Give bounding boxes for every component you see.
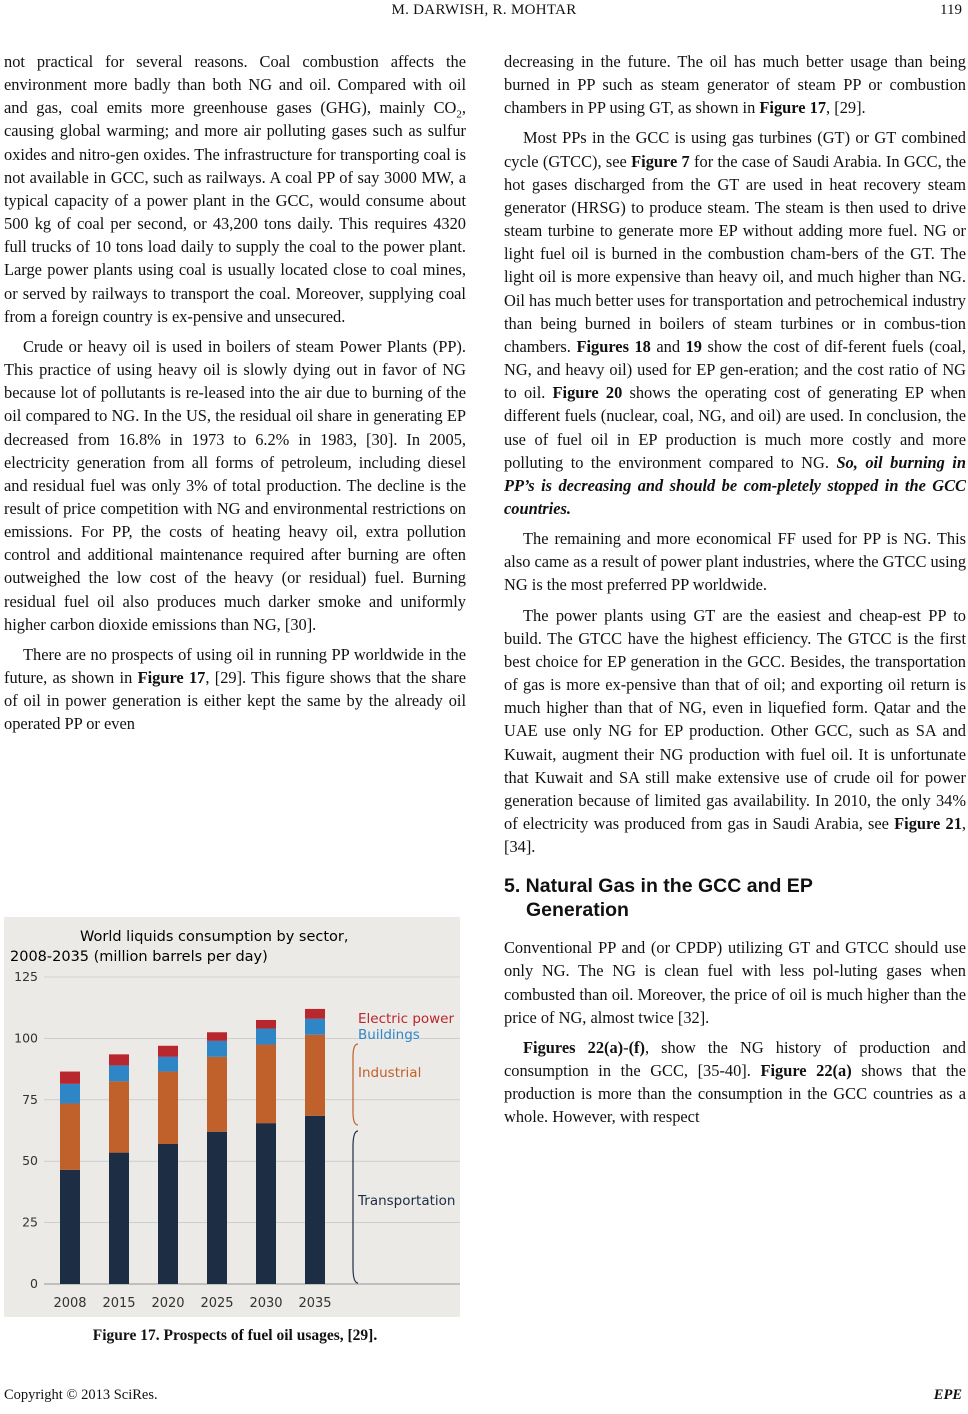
- right-column: [504, 50, 966, 1136]
- right-paragraph-5: Conventional PP and (or CPDP) utilizing GT and GTCC should use only NG. The NG is clean fuel with less pol-luting gases when combusted than oil. Moreover, the price of oil is much higher than the price of NG, almost twice [32].: [504, 938, 966, 1027]
- bar-segment-buildings: [109, 1065, 129, 1081]
- legend-label: Transportation: [358, 1193, 456, 1209]
- x-tick-label: 2020: [151, 1296, 185, 1311]
- y-tick-label: 75: [22, 1091, 38, 1107]
- figure-21-reference: Figure 21: [894, 814, 962, 833]
- figures-22f-reference: (f): [628, 1037, 645, 1057]
- figure-17: [4, 917, 460, 1317]
- bar-segment-transportation: [158, 1144, 178, 1284]
- x-tick-label: 2025: [200, 1296, 234, 1311]
- bar-segment-buildings: [158, 1057, 178, 1072]
- bar-segment-electric-power: [256, 1020, 276, 1029]
- chart-title: World liquids consumption by sector,: [80, 929, 349, 945]
- copyright: Copyright © 2013 SciRes.: [4, 1387, 158, 1403]
- bar-segment-electric-power: [305, 1009, 325, 1019]
- section-heading-line-2: Generation: [526, 899, 629, 922]
- running-head-authors: M. DARWISH, R. MOHTAR: [391, 2, 577, 18]
- x-tick-label: 2008: [53, 1296, 87, 1311]
- page-footer: [0, 1387, 968, 1409]
- bar-segment-electric-power: [158, 1046, 178, 1057]
- y-tick-label: 0: [30, 1276, 38, 1291]
- figure-17-reference: Figure 17: [759, 98, 827, 118]
- figure-19-reference: 19: [685, 336, 702, 356]
- figure-7-reference: Figure 7: [631, 151, 690, 171]
- legend-label: Industrial: [358, 1065, 422, 1081]
- right-paragraph-6: Figures 22(a)-(f), show the NG history of production and consumption in the GCC, [35-40]. Figure 22(a) shows that the production is more than the consumption in the GCC countries as a whole. However, with respect: [504, 1037, 966, 1127]
- page-number: 119: [940, 2, 962, 18]
- figure-20-reference: Figure 20: [552, 383, 623, 403]
- x-tick-label: 2015: [102, 1296, 136, 1311]
- left-paragraph-2: Crude or heavy oil is used in boilers of steam Power Plants (PP). This practice of using heavy oil is slowly dying out in favor of NG because lot of pollutants is re-leased into the air due to burning of the oil compared to NG. In the US, the residual oil share in generating EP decreased from 16.8% in 1973 to 6.2% in 1983, [30]. In 2005, electricity generation from all forms of petroleum, including diesel and residual fuel was only 3% of total production. The decline is the result of price competition with NG and environmental restrictions on emissions. For PP, the costs of heating heavy oil, extra pollution control and additional maintenance required after burning are often outweighed the low cost of the heavy (or residual) fuel. Burning residual fuel oil also produces much darker smoke and uniformly higher carbon dioxide emissions than NG, [30].: [4, 336, 466, 634]
- bar-segment-electric-power: [207, 1032, 227, 1041]
- bar-segment-transportation: [256, 1123, 276, 1284]
- bar-segment-industrial: [158, 1072, 178, 1144]
- bar-segment-industrial: [207, 1057, 227, 1132]
- emphasized-conclusion: So, oil burning in PP’s is decreasing and should be com-pletely stopped in the GCC countries.: [504, 452, 966, 518]
- chart-subtitle: 2008-2035 (million barrels per day): [10, 949, 268, 965]
- y-tick-label: 100: [14, 1030, 38, 1046]
- figures-22a-reference: Figures 22(a): [523, 1037, 624, 1057]
- figures-18-reference: Figures 18: [576, 336, 651, 356]
- left-paragraph-1: not practical for several reasons. Coal combustion affects the environment more badly than both NG and oil. Compared with oil and gas, coal emits more greenhouse gases (GHG), mainly $CO_2$, causing global warming; and more air polluting gases such as sulfur oxides and nitro-gen oxides. The infrastructure for transporting coal is not available in GCC, such as railways. A coal PP of say 3000 MW, a typical capacity of a power plant in the GCC, would consume about 500 kg of coal per second, or 43,200 tons daily. This requires 4320 full trucks of 10 tons load daily to supply the coal to the power plant. Large power plants using coal is usually located close to coal mines, or served by railways to transport the coal. Moreover, supplying coal from a foreign country is ex-pensive and unsecured.: [4, 52, 466, 326]
- liquids-consumption-chart: [4, 917, 460, 1317]
- figure-caption: Figure 17. Prospects of fuel oil usages, [29].: [92, 1327, 378, 1344]
- section-heading-line-1: 5. Natural Gas in the GCC and EP: [504, 875, 813, 898]
- y-tick-label: 125: [14, 969, 38, 984]
- right-paragraph-2: Most PPs in the GCC is using gas turbines (GT) or GT combined cycle (GTCC), see Figure 7 for the case of Saudi Arabia. In GCC, the hot gases discharged from the GT are used in heat recovery steam generator (HRSG) to produce steam. The steam is then used to drive steam turbine to generate more EP without adding more fuel. NG or light fuel oil is burned in the combustion cham-bers of the GT. The light oil is more expensive than heavy oil, and much higher than NG. Oil has much better uses for transportation and petrochemical industry than being burned in boilers of steam turbines or in combus-tion chambers. Figures 18 and 19 show the cost of dif-ferent fuels (coal, NG, and heavy oil) used for EP gen-eration; and the cost ratio of NG to oil. Figure 20 shows the operating cost of generating EP when different fuels (nuclear, coal, NG, and oil) are used. In conclusion, the use of fuel oil in EP production is much more costly and more polluting to the environment compared to NG. So, oil burning in PP’s is decreasing and should be com-pletely stopped in the GCC countries.: [504, 128, 966, 518]
- bar-segment-buildings: [256, 1029, 276, 1045]
- bar-segment-electric-power: [109, 1054, 129, 1065]
- x-tick-label: 2035: [298, 1296, 332, 1311]
- bar-segment-buildings: [207, 1041, 227, 1057]
- bar-segment-industrial: [256, 1045, 276, 1124]
- bar-segment-electric-power: [60, 1072, 80, 1084]
- right-paragraph-1: decreasing in the future. The oil has much better usage than being burned in PP such as steam generator of steam PP or combustion chambers in PP using GT, as shown in Figure 17, [29].: [504, 52, 966, 118]
- legend-label: Electric power: [358, 1011, 455, 1027]
- bar-segment-industrial: [305, 1035, 325, 1116]
- bar-segment-transportation: [305, 1116, 325, 1284]
- right-paragraph-4: The power plants using GT are the easiest and cheap-est PP to build. The GTCC have the highest efficiency. The GTCC is the first best choice for EP generation in the GCC. Besides, the transportation of gas is more ex-pensive than that of oil; and exporting oil return is much higher than that of NG, even in liquefied form. Qatar and the UAE use only NG for EP production. Other GCC, such as SA and Kuwait, augment their NG production with fuel oil. It is unfortunate that Kuwait and SA still make extensive use of crude oil for power generation because of limited gas availability. In 2010, the only 34% of electricity was produced from gas in Saudi Arabia, see Figure 21, [34].: [504, 605, 967, 857]
- bar-segment-buildings: [60, 1084, 80, 1104]
- section-heading: [504, 874, 966, 922]
- y-tick-label: 50: [22, 1153, 38, 1169]
- bar-segment-industrial: [60, 1103, 80, 1169]
- bar-segment-transportation: [109, 1153, 129, 1284]
- bar-segment-transportation: [207, 1132, 227, 1284]
- y-tick-label: 25: [22, 1214, 38, 1230]
- bar-segment-industrial: [109, 1081, 129, 1152]
- right-paragraph-3: The remaining and more economical FF used for PP is NG. This also came as a result of power plant industries, where the GTCC using NG is the most preferred PP worldwide.: [504, 529, 967, 595]
- figure-17-reference: Figure 17: [137, 668, 206, 688]
- bar-segment-transportation: [60, 1170, 80, 1284]
- left-column: [4, 50, 466, 743]
- running-head: [0, 2, 968, 24]
- left-paragraph-3: There are no prospects of using oil in running PP worldwide in the future, as shown in Figure 17, [29]. This figure shows that the share of oil in power generation is either kept the same by the already oil operated PP or even: [4, 644, 466, 734]
- figure-22a-reference: Figure 22(a): [760, 1061, 852, 1081]
- x-tick-label: 2030: [249, 1296, 283, 1311]
- bar-segment-buildings: [305, 1019, 325, 1035]
- legend-label: Buildings: [358, 1027, 420, 1043]
- journal-name: EPE: [933, 1387, 962, 1403]
